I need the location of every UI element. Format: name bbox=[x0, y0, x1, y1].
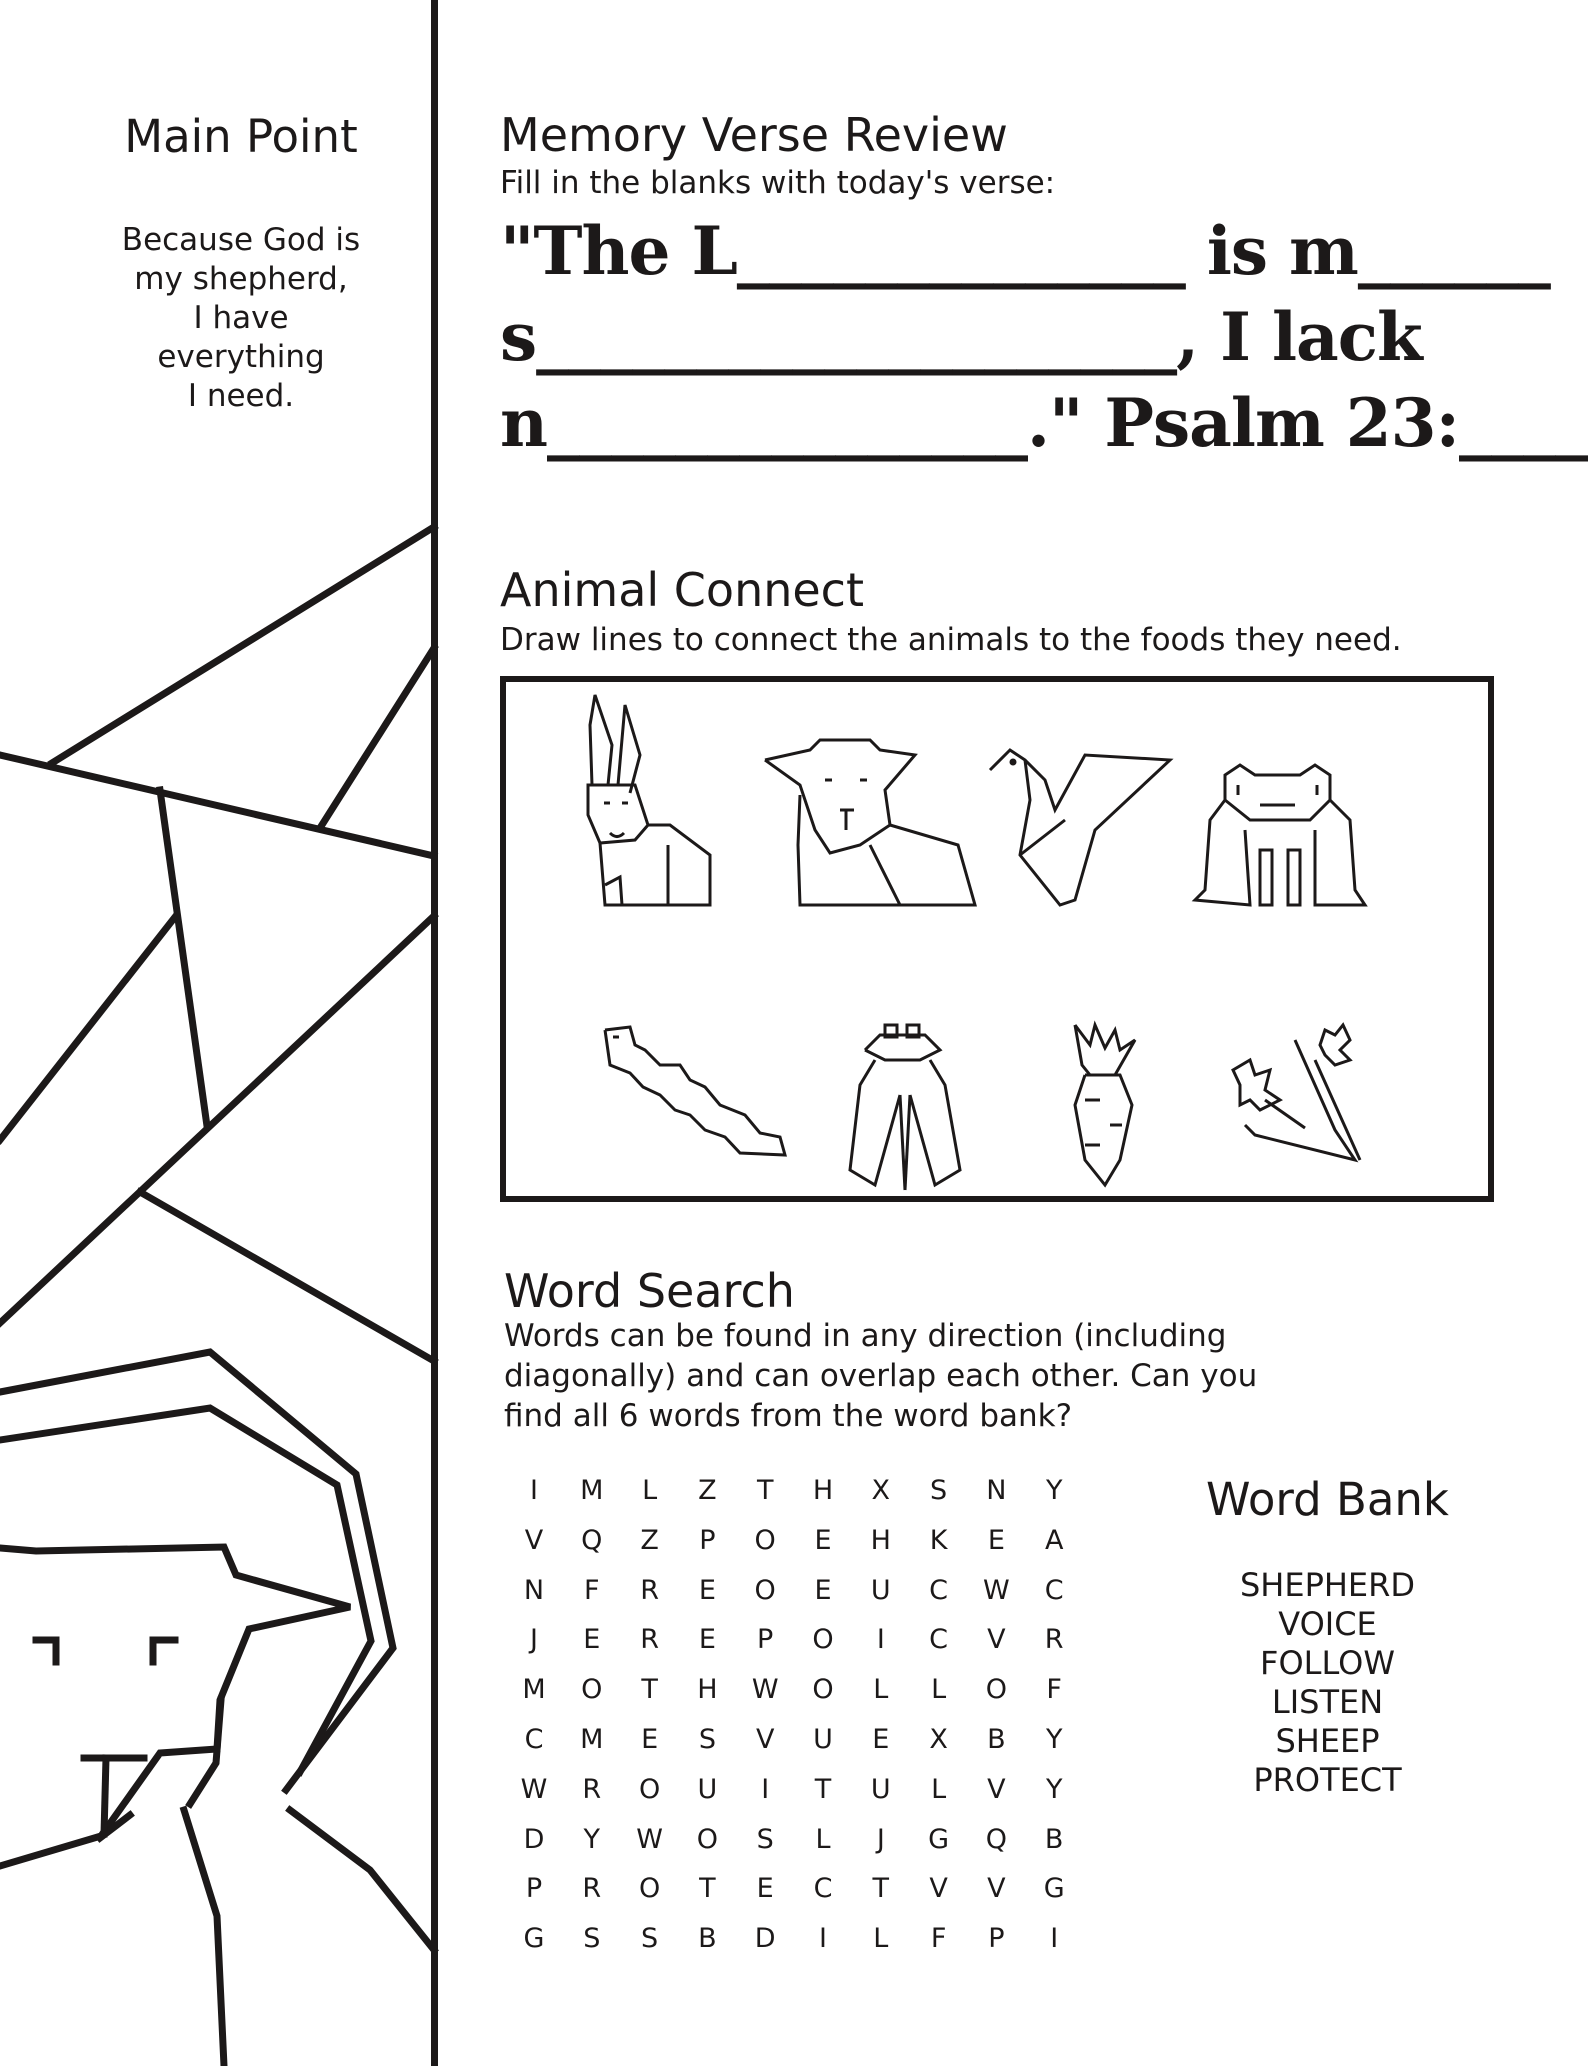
word-search-letter[interactable]: N bbox=[986, 1475, 1007, 1506]
word-search-letter[interactable]: V bbox=[755, 1724, 775, 1755]
word-search-row bbox=[505, 1923, 1085, 1963]
verse-line[interactable]: "The L______________ is m______ bbox=[500, 212, 1550, 290]
word-search-letter[interactable]: F bbox=[584, 1574, 600, 1606]
word-search-letter[interactable]: M bbox=[580, 1475, 604, 1506]
word-search-letter[interactable]: V bbox=[987, 1773, 1006, 1805]
word-search-letter[interactable]: O bbox=[696, 1823, 719, 1855]
word-search-letter[interactable]: E bbox=[698, 1624, 716, 1656]
word-search-letter[interactable]: O bbox=[754, 1574, 776, 1606]
word-search-row bbox=[505, 1873, 1085, 1913]
word-search-letter[interactable]: R bbox=[1044, 1624, 1064, 1656]
word-search-letter[interactable]: L bbox=[815, 1823, 831, 1855]
word-search-letter[interactable]: L bbox=[873, 1923, 889, 1955]
word-search-letter[interactable]: I bbox=[876, 1624, 885, 1656]
word-bank-item: FOLLOW bbox=[1260, 1644, 1395, 1682]
word-search-letter[interactable]: I bbox=[819, 1923, 827, 1955]
word-search-letter[interactable]: K bbox=[929, 1524, 948, 1556]
word-search-letter[interactable]: R bbox=[640, 1574, 659, 1606]
word-search-letter[interactable]: H bbox=[812, 1475, 834, 1506]
word-search-letter[interactable]: B bbox=[1044, 1823, 1064, 1855]
word-bank-item: PROTECT bbox=[1253, 1761, 1402, 1799]
word-search-letter[interactable]: U bbox=[870, 1574, 891, 1606]
word-search-letter[interactable]: G bbox=[523, 1923, 545, 1955]
word-search-letter[interactable]: E bbox=[872, 1724, 890, 1755]
word-search-letter[interactable]: E bbox=[583, 1624, 601, 1656]
frog-icon[interactable] bbox=[1190, 760, 1385, 910]
word-search-letter[interactable]: S bbox=[583, 1923, 601, 1955]
word-search-letter[interactable]: M bbox=[522, 1674, 546, 1706]
word-search-letter[interactable]: I bbox=[1050, 1923, 1059, 1955]
word-search-letter[interactable]: E bbox=[641, 1724, 659, 1755]
word-search-row bbox=[505, 1824, 1085, 1864]
word-search-letter[interactable]: Y bbox=[583, 1823, 601, 1855]
word-search-letter[interactable]: D bbox=[754, 1923, 776, 1955]
animal-connect-title: Animal Connect bbox=[500, 563, 865, 617]
word-search-letter[interactable]: R bbox=[582, 1873, 602, 1905]
word-search-letter[interactable]: O bbox=[754, 1524, 776, 1556]
word-search-letter[interactable]: W bbox=[636, 1823, 663, 1855]
word-search-letter[interactable]: R bbox=[640, 1624, 659, 1656]
word-search-letter[interactable]: Z bbox=[640, 1524, 659, 1556]
word-search-letter[interactable]: J bbox=[530, 1624, 538, 1656]
word-search-letter[interactable]: V bbox=[929, 1873, 948, 1905]
word-search-letter[interactable]: X bbox=[929, 1724, 948, 1755]
word-search-letter[interactable]: E bbox=[814, 1574, 832, 1606]
word-search-letter[interactable]: A bbox=[1044, 1524, 1064, 1556]
word-search-row bbox=[505, 1674, 1085, 1714]
word-search-letter[interactable]: L bbox=[873, 1674, 889, 1706]
word-search-letter[interactable]: L bbox=[642, 1475, 658, 1506]
word-search-letter[interactable]: Y bbox=[1045, 1724, 1063, 1755]
word-search-row bbox=[505, 1624, 1085, 1664]
flowers-icon[interactable] bbox=[1225, 1020, 1370, 1165]
memory-verse-fill-in[interactable] bbox=[500, 208, 1587, 466]
word-search-letter[interactable]: U bbox=[870, 1773, 891, 1805]
word-search-letter[interactable]: S bbox=[698, 1724, 716, 1755]
animal-connect-instruction: Draw lines to connect the animals to the foods they need. bbox=[500, 622, 1402, 658]
word-search-row bbox=[505, 1774, 1085, 1814]
main-point-line: Because God is bbox=[121, 222, 361, 258]
word-search-letter[interactable]: Z bbox=[698, 1475, 717, 1506]
word-search-letter[interactable]: P bbox=[988, 1923, 1005, 1955]
word-search-letter[interactable]: Y bbox=[1045, 1475, 1063, 1506]
word-search-letter[interactable]: I bbox=[530, 1475, 538, 1506]
word-bank-title: Word Bank bbox=[1206, 1473, 1449, 1526]
main-point-title: Main Point bbox=[124, 110, 358, 163]
worm-icon[interactable] bbox=[595, 1025, 790, 1165]
word-search-letter[interactable]: V bbox=[987, 1624, 1006, 1656]
word-search-letter[interactable]: T bbox=[699, 1873, 716, 1905]
sheep-icon[interactable] bbox=[760, 735, 980, 915]
word-bank-item: SHEPHERD bbox=[1239, 1566, 1416, 1604]
word-search-letter[interactable]: T bbox=[872, 1873, 890, 1905]
word-bank-list bbox=[1170, 1566, 1485, 1800]
word-search-row bbox=[505, 1475, 1085, 1515]
main-point-line: my shepherd, bbox=[134, 261, 348, 297]
memory-verse-title: Memory Verse Review bbox=[500, 108, 1008, 162]
word-search-letter[interactable]: Q bbox=[985, 1823, 1008, 1855]
word-search-row bbox=[505, 1525, 1085, 1565]
word-search-letter[interactable]: L bbox=[931, 1674, 947, 1706]
word-search-row bbox=[505, 1575, 1085, 1615]
word-search-letter[interactable]: E bbox=[814, 1524, 832, 1556]
word-search-letter[interactable]: U bbox=[813, 1724, 833, 1755]
word-search-letter[interactable]: C bbox=[813, 1873, 833, 1905]
word-search-letter[interactable]: C bbox=[929, 1574, 949, 1606]
word-search-letter[interactable]: V bbox=[987, 1873, 1006, 1905]
word-search-letter[interactable]: O bbox=[812, 1674, 834, 1706]
word-search-letter[interactable]: Q bbox=[581, 1524, 603, 1556]
word-search-letter[interactable]: B bbox=[698, 1923, 717, 1955]
word-bank-item: SHEEP bbox=[1275, 1722, 1380, 1760]
word-search-letter[interactable]: U bbox=[697, 1773, 718, 1805]
word-search-letter[interactable]: C bbox=[1044, 1574, 1064, 1606]
word-search-letter[interactable]: S bbox=[756, 1823, 774, 1855]
fly-icon[interactable] bbox=[845, 1020, 970, 1200]
instruction-line: find all 6 words from the word bank? bbox=[504, 1398, 1073, 1434]
word-search-letter[interactable]: O bbox=[638, 1873, 661, 1905]
word-search-letter[interactable]: P bbox=[699, 1524, 716, 1556]
word-search-letter[interactable]: V bbox=[524, 1524, 544, 1556]
word-search-letter[interactable]: I bbox=[761, 1773, 770, 1805]
word-search-letter[interactable]: T bbox=[756, 1475, 774, 1506]
word-search-letter[interactable]: G bbox=[928, 1823, 950, 1855]
word-search-letter[interactable]: W bbox=[520, 1773, 548, 1805]
word-search-letter[interactable]: J bbox=[876, 1823, 885, 1855]
word-bank-item: LISTEN bbox=[1271, 1683, 1384, 1721]
word-search-letter[interactable]: L bbox=[931, 1773, 947, 1805]
word-search-row bbox=[505, 1724, 1085, 1764]
word-search-letter[interactable]: O bbox=[638, 1773, 661, 1805]
word-search-instruction bbox=[504, 1316, 1404, 1436]
word-search-letter[interactable]: T bbox=[814, 1773, 832, 1805]
instruction-line: Words can be found in any direction (including bbox=[504, 1318, 1227, 1354]
memory-verse-instruction: Fill in the blanks with today's verse: bbox=[500, 165, 1056, 201]
word-search-letter[interactable]: P bbox=[757, 1624, 774, 1656]
word-search-letter[interactable]: F bbox=[930, 1923, 947, 1955]
word-search-letter[interactable]: O bbox=[985, 1674, 1008, 1706]
word-search-letter[interactable]: P bbox=[525, 1873, 543, 1905]
main-point-line: I have bbox=[193, 300, 289, 336]
word-search-letter[interactable]: W bbox=[751, 1674, 779, 1706]
word-search-letter[interactable]: W bbox=[983, 1574, 1010, 1606]
word-search-letter[interactable]: D bbox=[523, 1823, 545, 1855]
word-search-letter[interactable]: C bbox=[524, 1724, 544, 1755]
word-search-letter[interactable]: O bbox=[812, 1624, 834, 1656]
verse-line[interactable]: n_______________." Psalm 23:____ bbox=[500, 384, 1587, 462]
word-search-letter[interactable]: C bbox=[929, 1624, 949, 1656]
word-search-letter[interactable]: E bbox=[698, 1574, 716, 1606]
word-search-letter[interactable]: E bbox=[756, 1873, 774, 1905]
word-search-letter[interactable]: F bbox=[1046, 1674, 1062, 1706]
word-search-letter[interactable]: H bbox=[870, 1524, 891, 1556]
word-search-letter[interactable]: R bbox=[582, 1773, 602, 1805]
carrot-icon[interactable] bbox=[1060, 1020, 1145, 1190]
word-search-title: Word Search bbox=[504, 1264, 795, 1318]
main-point-text bbox=[0, 221, 482, 416]
word-bank-item: VOICE bbox=[1278, 1605, 1377, 1643]
word-search-letter[interactable]: Y bbox=[1045, 1773, 1063, 1805]
instruction-line: diagonally) and can overlap each other. Can you bbox=[504, 1358, 1258, 1394]
word-search-letter[interactable]: S bbox=[930, 1475, 948, 1506]
word-search-letter[interactable]: E bbox=[987, 1524, 1005, 1556]
word-search-letter[interactable]: G bbox=[1043, 1873, 1065, 1905]
word-search-letter[interactable]: O bbox=[581, 1674, 603, 1706]
word-search-letter[interactable]: N bbox=[523, 1574, 545, 1606]
word-search-letter[interactable]: B bbox=[987, 1724, 1006, 1755]
word-search-letter[interactable]: X bbox=[871, 1475, 891, 1506]
rabbit-icon[interactable] bbox=[560, 685, 730, 915]
word-search-letter[interactable]: M bbox=[580, 1724, 604, 1755]
word-search-letter[interactable]: H bbox=[697, 1674, 718, 1706]
bird-icon[interactable] bbox=[985, 740, 1175, 910]
word-search-letter[interactable]: S bbox=[641, 1923, 659, 1955]
main-point-line: I need. bbox=[187, 378, 295, 414]
main-point-line: everything bbox=[157, 339, 325, 375]
word-search-letter[interactable]: T bbox=[641, 1674, 658, 1706]
verse-line[interactable]: s____________________, I lack bbox=[500, 298, 1422, 376]
